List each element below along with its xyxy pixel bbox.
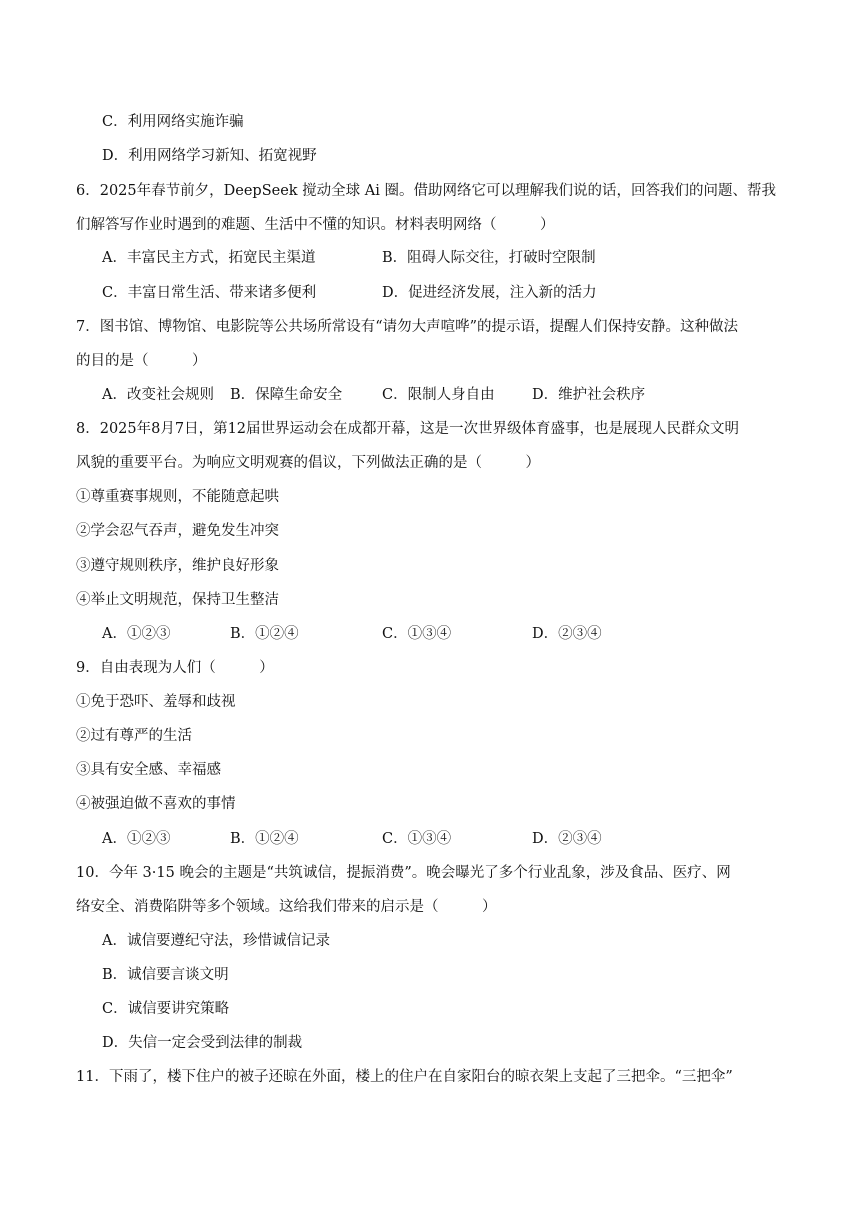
q9-option-b: B．①②④ — [230, 831, 299, 847]
q5-option-c: C．利用网络实施诈骗 — [102, 114, 244, 130]
q6-option-b: B．阻碍人际交往，打破时空限制 — [382, 250, 596, 266]
q9-item-2: ②过有尊严的生活 — [76, 728, 192, 744]
q8-stem-line1: 8．2025年8月7日，第12届世界运动会在成都开幕，这是一次世界级体育盛事，也是展现人民群众文明 — [76, 421, 740, 437]
q10-option-b: B．诚信要言谈文明 — [102, 967, 229, 983]
q10-option-c: C．诚信要讲究策略 — [102, 1001, 230, 1017]
q8-item-1: ①尊重赛事规则，不能随意起哄 — [76, 489, 279, 505]
q9-options-row — [0, 828, 868, 850]
q7-options-row — [0, 384, 868, 406]
q6-stem-line2: 们解答写作业时遇到的难题、生活中不懂的知识。材料表明网络（ ） — [76, 217, 555, 233]
q8-option-b: B．①②④ — [230, 626, 299, 642]
q7-stem-line2: 的目的是（ ） — [76, 353, 207, 369]
q6-option-c: C．丰富日常生活、带来诸多便利 — [102, 285, 317, 301]
q10-option-a: A．诚信要遵纪守法，珍惜诚信记录 — [102, 933, 330, 949]
q5-option-d: D．利用网络学习新知、拓宽视野 — [102, 148, 317, 164]
q7-stem-line1: 7．图书馆、博物馆、电影院等公共场所常设有“请勿大声喧哗”的提示语，提醒人们保持安静。这种做法 — [76, 319, 739, 335]
q9-item-1: ①免于恐吓、羞辱和歧视 — [76, 694, 236, 710]
q7-option-b: B．保障生命安全 — [230, 387, 343, 403]
q8-item-4: ④举止文明规范，保持卫生整洁 — [76, 592, 279, 608]
q9-item-3: ③具有安全感、幸福感 — [76, 762, 221, 778]
q6-options-row1 — [0, 247, 868, 269]
q8-options-row — [0, 623, 868, 645]
q7-option-c: C．限制人身自由 — [382, 387, 495, 403]
q10-stem-line2: 络安全、消费陷阱等多个领域。这给我们带来的启示是（ ） — [76, 899, 497, 915]
q8-option-d: D．②③④ — [532, 626, 602, 642]
q7-option-d: D．维护社会秩序 — [532, 387, 646, 403]
q11-stem-line1: 11．下雨了，楼下住户的被子还晾在外面，楼上的住户在自家阳台的晾衣架上支起了三把伞。“三把伞” — [76, 1069, 733, 1085]
q9-option-d: D．②③④ — [532, 831, 602, 847]
q6-option-a: A．丰富民主方式，拓宽民主渠道 — [102, 250, 316, 266]
q7-option-a: A．改变社会规则 — [102, 387, 214, 403]
q6-option-d: D．促进经济发展，注入新的活力 — [382, 285, 597, 301]
q9-stem-line1: 9．自由表现为人们（ ） — [76, 660, 274, 676]
q8-stem-line2: 风貌的重要平台。为响应文明观赛的倡议，下列做法正确的是（ ） — [76, 455, 540, 471]
q10-stem-line1: 10．今年 3·15 晚会的主题是“共筑诚信，提振消费”。晚会曝光了多个行业乱象，涉及食品、医疗、网 — [76, 865, 731, 881]
q6-options-row2 — [0, 282, 868, 304]
q9-item-4: ④被强迫做不喜欢的事情 — [76, 796, 236, 812]
q8-item-3: ③遵守规则秩序，维护良好形象 — [76, 558, 279, 574]
q8-option-a: A．①②③ — [102, 626, 171, 642]
q8-option-c: C．①③④ — [382, 626, 452, 642]
q9-option-a: A．①②③ — [102, 831, 171, 847]
q9-option-c: C．①③④ — [382, 831, 452, 847]
q10-option-d: D．失信一定会受到法律的制裁 — [102, 1035, 303, 1051]
q6-stem-line1: 6．2025年春节前夕，DeepSeek 搅动全球 Ai 圈。借助网络它可以理解我们说的话，回答我们的问题、帮我 — [76, 183, 777, 199]
q8-item-2: ②学会忍气吞声，避免发生冲突 — [76, 523, 279, 539]
